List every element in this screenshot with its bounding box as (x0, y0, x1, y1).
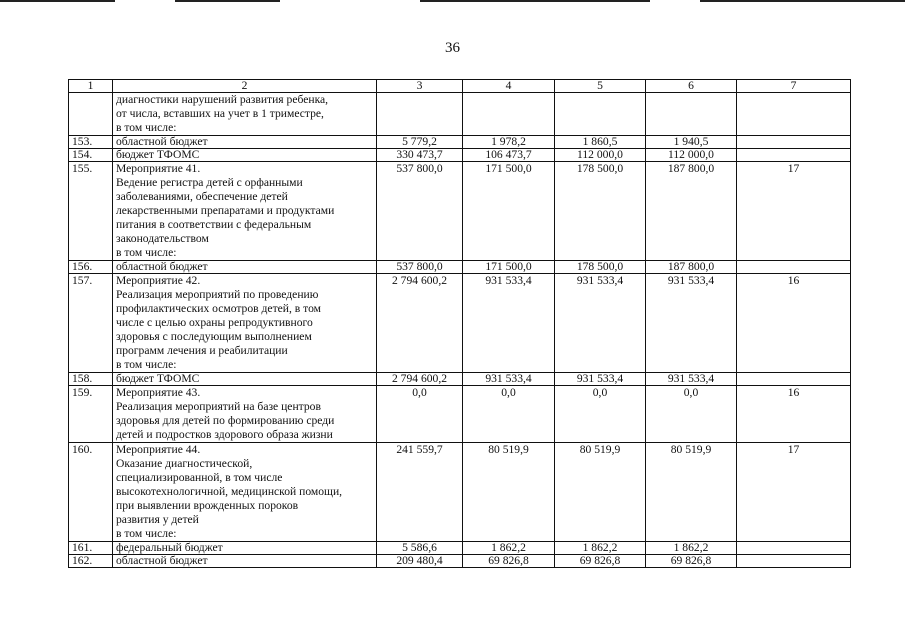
description-line: законодательством (116, 232, 209, 245)
table-row (69, 373, 851, 386)
description-line: диагностики нарушений развития ребенка, (116, 93, 329, 106)
table-row (69, 443, 851, 542)
value-c7 (737, 373, 851, 386)
table-row (69, 555, 851, 568)
table-row (69, 149, 851, 162)
description-line: профилактических осмотров детей, в том (116, 302, 321, 315)
value-c5 (555, 93, 646, 136)
value-c6: 931 533,4 (646, 373, 737, 386)
row-number: 162. (69, 555, 113, 568)
description-line: Мероприятие 43. (116, 386, 201, 399)
description-line: питания в соответствии с федеральным (116, 218, 312, 231)
description-line: Мероприятие 44. (116, 443, 201, 456)
description-line: в том числе: (116, 358, 177, 371)
description-line: в том числе: (116, 121, 177, 134)
value-c4: 106 473,7 (463, 149, 555, 162)
value-c3: 5 586,6 (377, 542, 463, 555)
row-description (113, 443, 377, 542)
row-description (113, 136, 377, 149)
table-row (69, 542, 851, 555)
table-row (69, 93, 851, 136)
table-row (69, 162, 851, 261)
value-c5: 1 860,5 (555, 136, 646, 149)
row-number: 161. (69, 542, 113, 555)
value-c5: 112 000,0 (555, 149, 646, 162)
row-number: 154. (69, 149, 113, 162)
value-c3: 241 559,7 (377, 443, 463, 542)
value-c6 (646, 93, 737, 136)
table-row (69, 274, 851, 373)
value-c3: 5 779,2 (377, 136, 463, 149)
value-c3: 2 794 600,2 (377, 274, 463, 373)
description-line: лекарственными препаратами и продуктами (116, 204, 335, 217)
row-number: 155. (69, 162, 113, 261)
row-description (113, 274, 377, 373)
row-description (113, 93, 377, 136)
value-c5: 80 519,9 (555, 443, 646, 542)
top-border-segment (0, 0, 115, 2)
description-line: Оказание диагностической, (116, 457, 253, 470)
description-line: областной бюджет (116, 135, 208, 148)
value-c6: 931 533,4 (646, 274, 737, 373)
value-c4: 80 519,9 (463, 443, 555, 542)
table-row (69, 386, 851, 443)
description-line: здоровья с последующим выполнением (116, 330, 312, 343)
column-header: 2 (113, 80, 377, 93)
row-description (113, 149, 377, 162)
row-number: 153. (69, 136, 113, 149)
value-c7 (737, 136, 851, 149)
column-header: 1 (69, 80, 113, 93)
row-description (113, 373, 377, 386)
value-c7 (737, 149, 851, 162)
description-line: от числа, вставших на учет в 1 триместре, (116, 107, 324, 120)
value-c7 (737, 261, 851, 274)
description-line: детей и подростков здорового образа жизни (116, 428, 333, 441)
value-c7 (737, 93, 851, 136)
value-c7: 16 (737, 386, 851, 443)
description-line: высокотехнологичной, медицинской помощи, (116, 485, 343, 498)
top-border-segment (175, 0, 280, 2)
value-c6: 1 862,2 (646, 542, 737, 555)
description-line: при выявлении врожденных пороков (116, 499, 299, 512)
value-c4: 69 826,8 (463, 555, 555, 568)
description-line: Мероприятие 42. (116, 274, 201, 287)
value-c5: 931 533,4 (555, 274, 646, 373)
description-line: развития у детей (116, 513, 199, 526)
row-description (113, 261, 377, 274)
column-header: 5 (555, 80, 646, 93)
table-row (69, 261, 851, 274)
row-description (113, 162, 377, 261)
column-header: 7 (737, 80, 851, 93)
page-number: 36 (445, 40, 460, 56)
table-body (69, 80, 851, 568)
description-line: Реализация мероприятий по проведению (116, 288, 319, 301)
value-c4: 931 533,4 (463, 373, 555, 386)
value-c6: 187 800,0 (646, 261, 737, 274)
row-number: 157. (69, 274, 113, 373)
row-number: 158. (69, 373, 113, 386)
row-number: 159. (69, 386, 113, 443)
table-row (69, 136, 851, 149)
value-c7: 17 (737, 443, 851, 542)
value-c5: 178 500,0 (555, 162, 646, 261)
description-line: специализированной, в том числе (116, 471, 283, 484)
row-description (113, 555, 377, 568)
column-header: 6 (646, 80, 737, 93)
value-c5: 931 533,4 (555, 373, 646, 386)
description-line: Мероприятие 41. (116, 162, 201, 175)
description-line: числе с целью охраны репродуктивного (116, 316, 313, 329)
row-description (113, 542, 377, 555)
value-c7: 16 (737, 274, 851, 373)
description-line: бюджет ТФОМС (116, 372, 200, 385)
description-line: заболеваниями, обеспечение детей (116, 190, 288, 203)
top-border-segment (700, 0, 905, 2)
value-c6: 1 940,5 (646, 136, 737, 149)
value-c4: 171 500,0 (463, 162, 555, 261)
value-c3: 330 473,7 (377, 149, 463, 162)
value-c7 (737, 555, 851, 568)
table-header-row (69, 80, 851, 93)
row-number (69, 93, 113, 136)
row-number: 156. (69, 261, 113, 274)
value-c3 (377, 93, 463, 136)
description-line: в том числе: (116, 246, 177, 259)
column-header: 4 (463, 80, 555, 93)
description-line: здоровья для детей по формированию среди (116, 414, 335, 427)
description-line: областной бюджет (116, 260, 208, 273)
value-c4: 1 862,2 (463, 542, 555, 555)
value-c6: 112 000,0 (646, 149, 737, 162)
row-number: 160. (69, 443, 113, 542)
value-c4: 931 533,4 (463, 274, 555, 373)
column-header: 3 (377, 80, 463, 93)
value-c4 (463, 93, 555, 136)
value-c4: 171 500,0 (463, 261, 555, 274)
description-line: федеральный бюджет (116, 541, 223, 554)
value-c4: 0,0 (463, 386, 555, 443)
value-c3: 537 800,0 (377, 261, 463, 274)
value-c3: 537 800,0 (377, 162, 463, 261)
value-c4: 1 978,2 (463, 136, 555, 149)
description-line: Реализация мероприятий на базе центров (116, 400, 321, 413)
value-c3: 0,0 (377, 386, 463, 443)
value-c7: 17 (737, 162, 851, 261)
budget-table (68, 79, 851, 568)
value-c5: 69 826,8 (555, 555, 646, 568)
value-c6: 187 800,0 (646, 162, 737, 261)
row-description (113, 386, 377, 443)
description-line: областной бюджет (116, 554, 208, 567)
description-line: бюджет ТФОМС (116, 148, 200, 161)
value-c6: 0,0 (646, 386, 737, 443)
top-border-segment (420, 0, 650, 2)
description-line: Ведение регистра детей с орфанными (116, 176, 303, 189)
value-c5: 0,0 (555, 386, 646, 443)
value-c6: 69 826,8 (646, 555, 737, 568)
value-c6: 80 519,9 (646, 443, 737, 542)
description-line: в том числе: (116, 527, 177, 540)
value-c3: 2 794 600,2 (377, 373, 463, 386)
value-c5: 178 500,0 (555, 261, 646, 274)
value-c5: 1 862,2 (555, 542, 646, 555)
description-line: программ лечения и реабилитации (116, 344, 288, 357)
value-c7 (737, 542, 851, 555)
value-c3: 209 480,4 (377, 555, 463, 568)
